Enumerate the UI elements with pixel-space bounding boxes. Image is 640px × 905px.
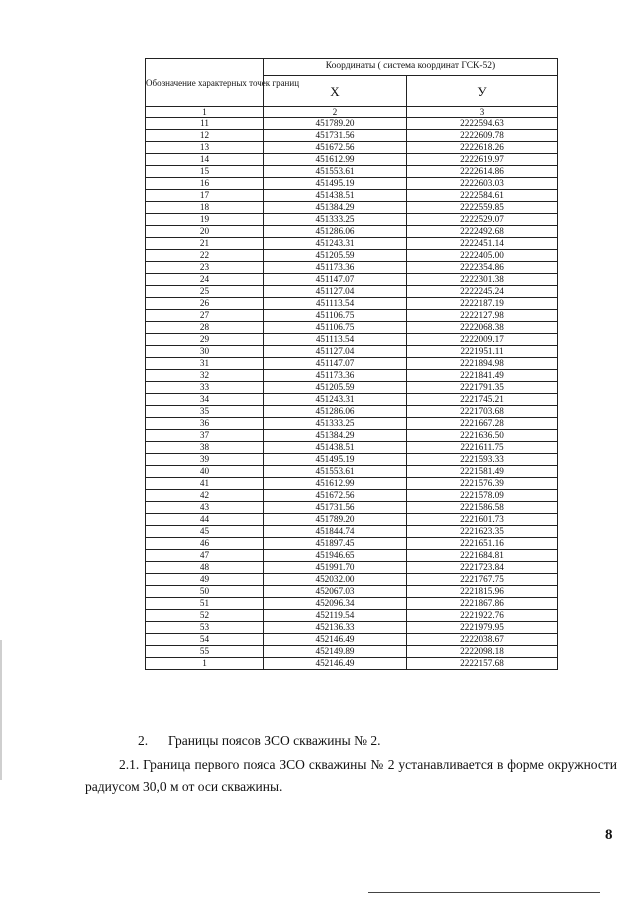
y-coordinate-cell: 2221894.98	[407, 358, 558, 370]
x-coordinate-cell: 451789.20	[264, 514, 407, 526]
y-coordinate-cell: 2221979.95	[407, 622, 558, 634]
point-cell: 39	[146, 454, 264, 466]
x-coordinate-cell: 451205.59	[264, 382, 407, 394]
x-coordinate-cell: 451612.99	[264, 154, 407, 166]
point-cell: 22	[146, 250, 264, 262]
table-row	[146, 286, 558, 298]
point-cell: 26	[146, 298, 264, 310]
x-coordinate-cell: 451147.07	[264, 274, 407, 286]
table-row	[146, 226, 558, 238]
y-coordinate-cell: 2221684.81	[407, 550, 558, 562]
table-row	[146, 394, 558, 406]
x-coordinate-cell: 452096.34	[264, 598, 407, 610]
point-cell: 16	[146, 178, 264, 190]
y-coordinate-cell: 2222492.68	[407, 226, 558, 238]
point-cell: 17	[146, 190, 264, 202]
x-coordinate-cell: 451333.25	[264, 214, 407, 226]
table-row	[146, 478, 558, 490]
header-x: X	[264, 76, 407, 107]
x-coordinate-cell: 451946.65	[264, 550, 407, 562]
y-coordinate-cell: 2222619.97	[407, 154, 558, 166]
y-coordinate-cell: 2221576.39	[407, 478, 558, 490]
point-cell: 12	[146, 130, 264, 142]
y-coordinate-cell: 2222245.24	[407, 286, 558, 298]
point-cell: 37	[146, 430, 264, 442]
paragraph-2-1: 2.1. Граница первого пояса ЗСО скважины № 2 устанавливается в форме окружности радиусом 30,0 м от оси скважины.	[85, 757, 617, 794]
point-cell: 18	[146, 202, 264, 214]
point-cell: 47	[146, 550, 264, 562]
x-coordinate-cell: 451286.06	[264, 406, 407, 418]
x-coordinate-cell: 451438.51	[264, 442, 407, 454]
y-coordinate-cell: 2222559.85	[407, 202, 558, 214]
y-coordinate-cell: 2222127.98	[407, 310, 558, 322]
table-row	[146, 358, 558, 370]
y-coordinate-cell: 2222618.26	[407, 142, 558, 154]
x-coordinate-cell: 451438.51	[264, 190, 407, 202]
y-coordinate-cell: 2222068.38	[407, 322, 558, 334]
point-cell: 34	[146, 394, 264, 406]
y-coordinate-cell: 2221593.33	[407, 454, 558, 466]
y-coordinate-cell: 2221951.11	[407, 346, 558, 358]
point-cell: 43	[146, 502, 264, 514]
table-row	[146, 562, 558, 574]
table-row	[146, 502, 558, 514]
y-coordinate-cell: 2222529.07	[407, 214, 558, 226]
table-row	[146, 634, 558, 646]
y-coordinate-cell: 2221791.35	[407, 382, 558, 394]
table-row	[146, 238, 558, 250]
point-cell: 15	[146, 166, 264, 178]
point-cell: 32	[146, 370, 264, 382]
x-coordinate-cell: 451205.59	[264, 250, 407, 262]
y-coordinate-cell: 2222451.14	[407, 238, 558, 250]
x-coordinate-cell: 451127.04	[264, 286, 407, 298]
y-coordinate-cell: 2221623.35	[407, 526, 558, 538]
point-cell: 50	[146, 586, 264, 598]
y-coordinate-cell: 2221611.75	[407, 442, 558, 454]
x-coordinate-cell: 451897.45	[264, 538, 407, 550]
y-coordinate-cell: 2221841.49	[407, 370, 558, 382]
table-row	[146, 154, 558, 166]
y-coordinate-cell: 2221922.76	[407, 610, 558, 622]
point-cell: 30	[146, 346, 264, 358]
table-row	[146, 250, 558, 262]
y-coordinate-cell: 2221586.58	[407, 502, 558, 514]
x-coordinate-cell: 452146.49	[264, 658, 407, 670]
y-coordinate-cell: 2222584.61	[407, 190, 558, 202]
table-row	[146, 406, 558, 418]
point-cell: 19	[146, 214, 264, 226]
point-cell: 31	[146, 358, 264, 370]
point-cell: 52	[146, 610, 264, 622]
table-row	[146, 658, 558, 670]
x-coordinate-cell: 451243.31	[264, 238, 407, 250]
x-coordinate-cell: 452149.89	[264, 646, 407, 658]
table-row	[146, 538, 558, 550]
point-cell: 41	[146, 478, 264, 490]
coordinates-table	[145, 58, 558, 670]
x-coordinate-cell: 451333.25	[264, 418, 407, 430]
x-coordinate-cell: 451731.56	[264, 130, 407, 142]
point-cell: 1	[146, 658, 264, 670]
y-coordinate-cell: 2222614.86	[407, 166, 558, 178]
x-coordinate-cell: 451672.56	[264, 490, 407, 502]
table-row	[146, 130, 558, 142]
point-cell: 55	[146, 646, 264, 658]
y-coordinate-cell: 2222038.67	[407, 634, 558, 646]
table-row	[146, 346, 558, 358]
x-coordinate-cell: 452119.54	[264, 610, 407, 622]
y-coordinate-cell: 2222405.00	[407, 250, 558, 262]
table-row	[146, 214, 558, 226]
y-coordinate-cell: 2222354.86	[407, 262, 558, 274]
x-coordinate-cell: 451495.19	[264, 454, 407, 466]
x-coordinate-cell: 451173.36	[264, 262, 407, 274]
table-row	[146, 490, 558, 502]
y-coordinate-cell: 2222009.17	[407, 334, 558, 346]
y-coordinate-cell: 2222594.63	[407, 118, 558, 130]
point-cell: 25	[146, 286, 264, 298]
footer-rule	[368, 892, 600, 893]
table-row	[146, 418, 558, 430]
y-coordinate-cell: 2221815.96	[407, 586, 558, 598]
y-coordinate-cell: 2221581.49	[407, 466, 558, 478]
point-cell: 49	[146, 574, 264, 586]
y-coordinate-cell: 2222609.78	[407, 130, 558, 142]
table-row	[146, 274, 558, 286]
x-coordinate-cell: 451495.19	[264, 178, 407, 190]
point-cell: 14	[146, 154, 264, 166]
column-number-2: 2	[264, 107, 407, 118]
y-coordinate-cell: 2221767.75	[407, 574, 558, 586]
x-coordinate-cell: 451789.20	[264, 118, 407, 130]
y-coordinate-cell: 2221578.09	[407, 490, 558, 502]
point-cell: 51	[146, 598, 264, 610]
x-coordinate-cell: 451844.74	[264, 526, 407, 538]
x-coordinate-cell: 451612.99	[264, 478, 407, 490]
x-coordinate-cell: 451384.29	[264, 202, 407, 214]
y-coordinate-cell: 2222603.03	[407, 178, 558, 190]
x-coordinate-cell: 451731.56	[264, 502, 407, 514]
point-cell: 35	[146, 406, 264, 418]
x-coordinate-cell: 452146.49	[264, 634, 407, 646]
x-coordinate-cell: 451286.06	[264, 226, 407, 238]
table-row	[146, 610, 558, 622]
point-cell: 11	[146, 118, 264, 130]
point-cell: 42	[146, 490, 264, 502]
point-cell: 13	[146, 142, 264, 154]
point-cell: 46	[146, 538, 264, 550]
table-row	[146, 466, 558, 478]
header-coordinate-system: Координаты ( система координат ГСК-52)	[264, 59, 558, 76]
table-row	[146, 586, 558, 598]
point-cell: 40	[146, 466, 264, 478]
table-row	[146, 526, 558, 538]
section-heading	[138, 733, 380, 749]
x-coordinate-cell: 451113.54	[264, 298, 407, 310]
y-coordinate-cell: 2222098.18	[407, 646, 558, 658]
point-cell: 48	[146, 562, 264, 574]
point-cell: 23	[146, 262, 264, 274]
x-coordinate-cell: 451553.61	[264, 166, 407, 178]
y-coordinate-cell: 2222157.68	[407, 658, 558, 670]
column-number-3: 3	[407, 107, 558, 118]
point-cell: 27	[146, 310, 264, 322]
table-row	[146, 178, 558, 190]
table-row	[146, 322, 558, 334]
y-coordinate-cell: 2221651.16	[407, 538, 558, 550]
section-number: 2.	[138, 733, 149, 748]
table-row	[146, 442, 558, 454]
table-row	[146, 550, 558, 562]
point-cell: 33	[146, 382, 264, 394]
x-coordinate-cell: 451106.75	[264, 322, 407, 334]
table-row	[146, 166, 558, 178]
coordinates-table-body	[146, 118, 558, 670]
point-cell: 20	[146, 226, 264, 238]
point-cell: 44	[146, 514, 264, 526]
table-row	[146, 622, 558, 634]
header-y: У	[407, 76, 558, 107]
x-coordinate-cell: 451127.04	[264, 346, 407, 358]
x-coordinate-cell: 451384.29	[264, 430, 407, 442]
point-cell: 29	[146, 334, 264, 346]
table-row	[146, 370, 558, 382]
x-coordinate-cell: 451243.31	[264, 394, 407, 406]
table-row	[146, 262, 558, 274]
table-row	[146, 454, 558, 466]
x-coordinate-cell: 451113.54	[264, 334, 407, 346]
x-coordinate-cell: 451672.56	[264, 142, 407, 154]
point-cell: 28	[146, 322, 264, 334]
page-edge-shadow	[0, 640, 2, 780]
x-coordinate-cell: 452032.00	[264, 574, 407, 586]
x-coordinate-cell: 452136.33	[264, 622, 407, 634]
point-cell: 24	[146, 274, 264, 286]
table-row	[146, 574, 558, 586]
y-coordinate-cell: 2221745.21	[407, 394, 558, 406]
table-row	[146, 298, 558, 310]
y-coordinate-cell: 2222187.19	[407, 298, 558, 310]
point-cell: 54	[146, 634, 264, 646]
y-coordinate-cell: 2222301.38	[407, 274, 558, 286]
table-row	[146, 310, 558, 322]
x-coordinate-cell: 451106.75	[264, 310, 407, 322]
y-coordinate-cell: 2221703.68	[407, 406, 558, 418]
table-row	[146, 142, 558, 154]
x-coordinate-cell: 451991.70	[264, 562, 407, 574]
point-cell: 36	[146, 418, 264, 430]
table-row	[146, 430, 558, 442]
table-row	[146, 514, 558, 526]
x-coordinate-cell: 451553.61	[264, 466, 407, 478]
column-number-1: 1	[146, 107, 264, 118]
y-coordinate-cell: 2221667.28	[407, 418, 558, 430]
x-coordinate-cell: 451147.07	[264, 358, 407, 370]
x-coordinate-cell: 452067.03	[264, 586, 407, 598]
y-coordinate-cell: 2221636.50	[407, 430, 558, 442]
y-coordinate-cell: 2221601.73	[407, 514, 558, 526]
page-number: 8	[605, 827, 613, 843]
x-coordinate-cell: 451173.36	[264, 370, 407, 382]
point-cell: 38	[146, 442, 264, 454]
point-cell: 21	[146, 238, 264, 250]
y-coordinate-cell: 2221723.84	[407, 562, 558, 574]
table-row	[146, 334, 558, 346]
header-point-label: Обозначение характерных точек границ	[146, 59, 264, 107]
table-row	[146, 598, 558, 610]
point-cell: 45	[146, 526, 264, 538]
table-row	[146, 382, 558, 394]
point-cell: 53	[146, 622, 264, 634]
section-title: Границы поясов ЗСО скважины № 2.	[168, 733, 381, 748]
table-row	[146, 118, 558, 130]
table-row	[146, 202, 558, 214]
table-row	[146, 190, 558, 202]
table-row	[146, 646, 558, 658]
y-coordinate-cell: 2221867.86	[407, 598, 558, 610]
